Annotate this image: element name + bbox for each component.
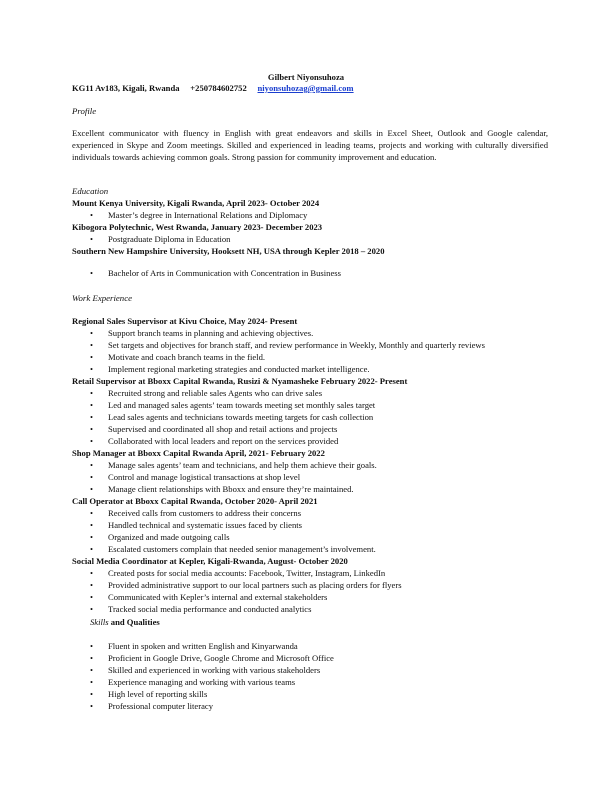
job-item: • Provided administrative support to our local partners such as placing orders for flyers [90, 580, 402, 590]
skill-item: • Experience managing and working with various teams [90, 677, 296, 687]
education-item: • Master’s degree in International Relations and Diplomacy [90, 210, 308, 220]
email-link[interactable]: niyonsuhozag@gmail.com [257, 83, 354, 93]
job-title: Shop Manager at Bboxx Capital Rwanda April, 2021- February 2022 [72, 448, 325, 458]
job-title: Regional Sales Supervisor at Kivu Choice, May 2024- Present [72, 316, 298, 326]
job-item: • Communicated with Kepler’s internal and external stakeholders [90, 592, 328, 602]
education-title: Southern New Hampshire University, Hooksett NH, USA through Kepler 2018 – 2020 [72, 246, 385, 256]
job-item: • Led and managed sales agents’ team towards meeting set monthly sales target [90, 400, 376, 410]
address: KG11 Av183, Kigali, Rwanda [72, 83, 180, 93]
job-item: • Escalated customers complain that needed senior management’s involvement. [90, 544, 376, 554]
job-item: • Motivate and coach branch teams in the field. [90, 352, 266, 362]
profile-text: Excellent communicator with fluency in English with great endeavors and skills in Excel Sheet, Outlook and Google calendar, experienced in Skype and Zoom meetings. Skilled and experienced in leading teams, projects and working with culturally diversified individuals towards achieving common goals. Strong passion for community improvement and education. [72, 128, 548, 162]
profile-heading: Profile [72, 106, 97, 116]
education-item: • Postgraduate Diploma in Education [90, 234, 231, 244]
job-item: • Tracked social media performance and conducted analytics [90, 604, 312, 614]
job-title: Social Media Coordinator at Kepler, Kigali-Rwanda, August- October 2020 [72, 556, 348, 566]
job-item: • Control and manage logistical transactions at shop level [90, 472, 301, 482]
job-item: • Collaborated with local leaders and report on the services provided [90, 436, 339, 446]
skill-item: • Professional computer literacy [90, 701, 214, 711]
job-item: • Manage sales agents’ team and technicians, and help them achieve their goals. [90, 460, 377, 470]
job-title: Retail Supervisor at Bboxx Capital Rwanda, Rusizi & Nyamasheke February 2022- Present [72, 376, 408, 386]
job-item: • Lead sales agents and technicians towards meeting targets for cash collection [90, 412, 374, 422]
work-heading: Work Experience [72, 293, 133, 303]
education-heading: Education [72, 186, 109, 196]
skills-heading: Skills and Qualities [90, 617, 160, 627]
job-item: • Created posts for social media accounts: Facebook, Twitter, Instagram, LinkedIn [90, 568, 386, 578]
job-item: • Set targets and objectives for branch staff, and review performance in Weekly, Monthly and quarterly reviews [90, 340, 485, 350]
education-title: Mount Kenya University, Kigali Rwanda, April 2023- October 2024 [72, 198, 320, 208]
phone: +250784602752 [190, 83, 247, 93]
skill-item: • High level of reporting skills [90, 689, 208, 699]
education-title: Kibogora Polytechnic, West Rwanda, January 2023- December 2023 [72, 222, 323, 232]
job-item: • Support branch teams in planning and achieving objectives. [90, 328, 314, 338]
skill-item: • Fluent in spoken and written English and Kinyarwanda [90, 641, 298, 651]
job-item: • Supervised and coordinated all shop and retail actions and projects [90, 424, 338, 434]
job-item: • Received calls from customers to address their concerns [90, 508, 302, 518]
job-item: • Implement regional marketing strategies and conducted market intelligence. [90, 364, 370, 374]
skill-item: • Proficient in Google Drive, Google Chrome and Microsoft Office [90, 653, 334, 663]
job-item: • Recruited strong and reliable sales Agents who can drive sales [90, 388, 323, 398]
job-item: • Organized and made outgoing calls [90, 532, 230, 542]
skill-item: • Skilled and experienced in working with various stakeholders [90, 665, 321, 675]
job-title: Call Operator at Bboxx Capital Rwanda, October 2020- April 2021 [72, 496, 318, 506]
candidate-name: Gilbert Niyonsuhoza [267, 72, 345, 82]
job-item: • Manage client relationships with Bboxx and ensure they’re maintained. [90, 484, 354, 494]
job-item: • Handled technical and systematic issues faced by clients [90, 520, 303, 530]
education-item: • Bachelor of Arts in Communication with Concentration in Business [90, 268, 341, 278]
contact-line [72, 83, 354, 95]
